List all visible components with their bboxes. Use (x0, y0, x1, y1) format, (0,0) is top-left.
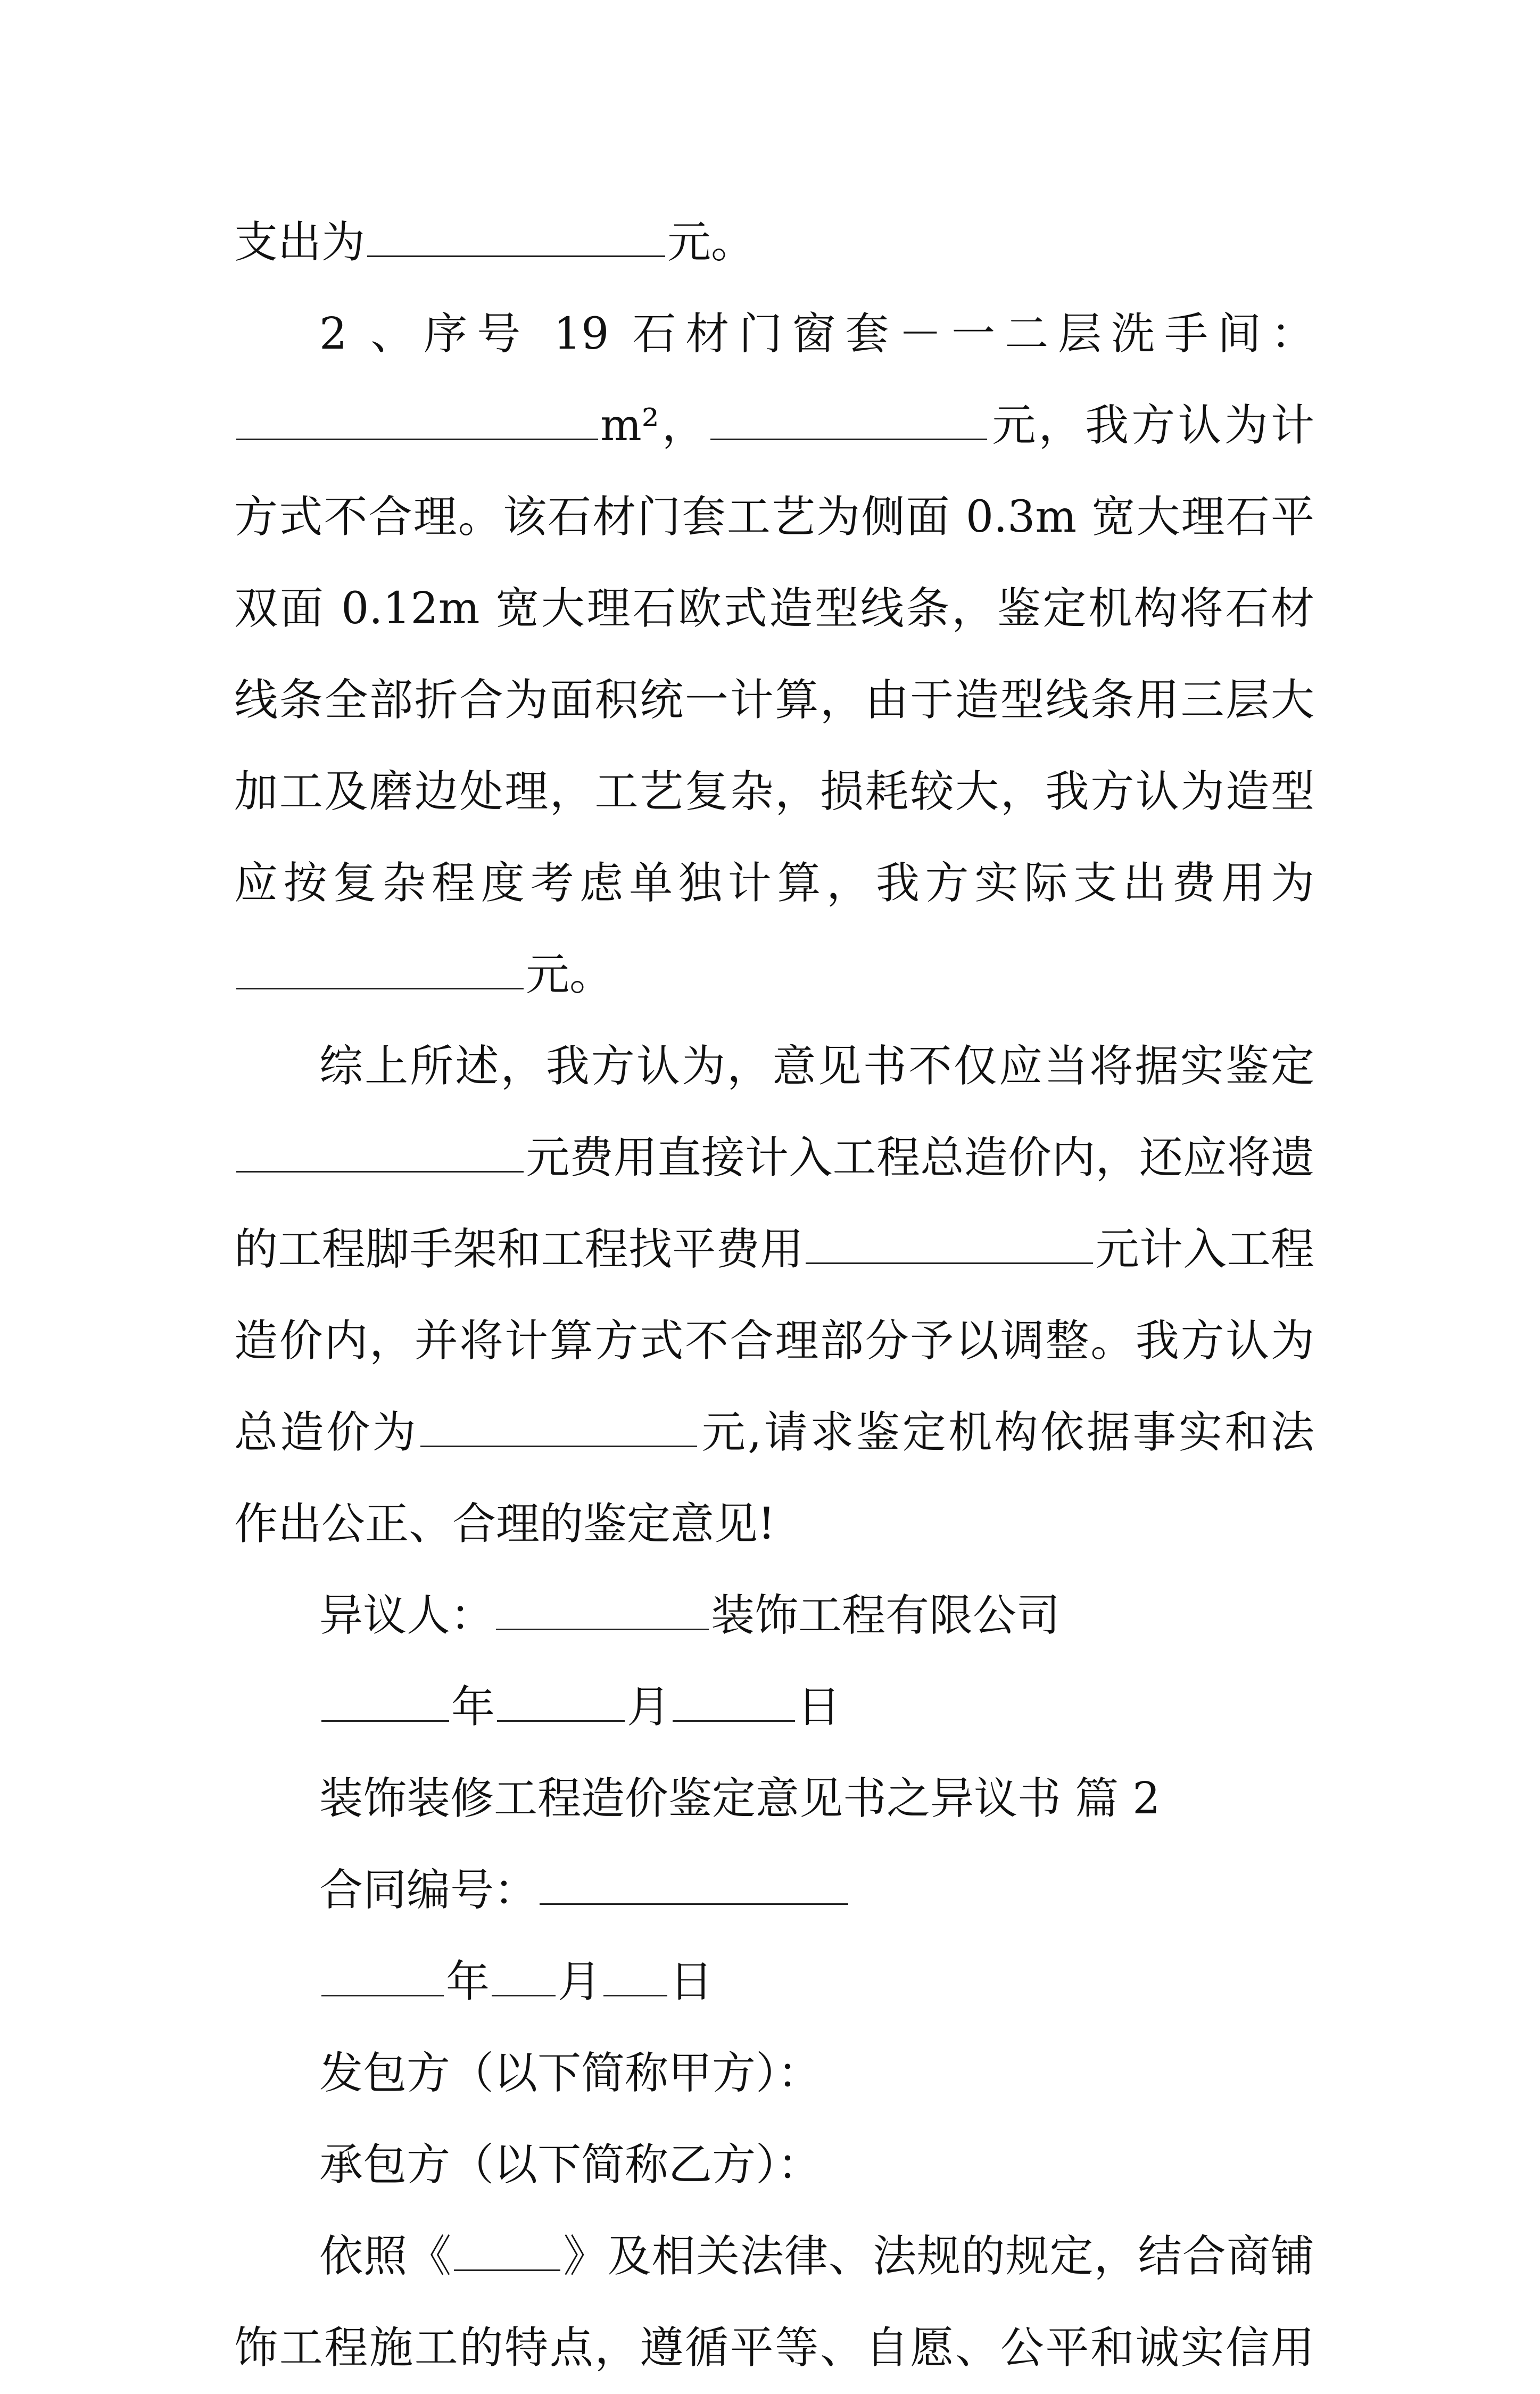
text-line (234, 197, 1314, 288)
text-line (234, 1387, 1314, 1479)
text-line (234, 472, 1314, 563)
text: 2 、序号 19 石材门窗套－一二层洗手间： (319, 309, 1314, 359)
fill-blank[interactable] (367, 224, 665, 257)
text: 依照《 (319, 2231, 452, 2282)
text: 支出为 (234, 217, 366, 268)
fill-blank[interactable] (420, 1414, 697, 1447)
fill-blank[interactable] (673, 1688, 795, 1722)
text: 综上所述，我方认为，意见书不仅应当将据实鉴定 (319, 1041, 1314, 1092)
text-line (234, 2211, 1314, 2302)
text-line (234, 838, 1314, 929)
date-line (234, 1662, 1314, 1753)
text: 元计入工程 (1095, 1224, 1314, 1275)
fill-blank[interactable] (603, 1963, 667, 1996)
text: 元。 (667, 217, 755, 268)
text: 月 (558, 1957, 602, 2007)
text-line (234, 1021, 1314, 1112)
fill-blank[interactable] (496, 1597, 709, 1630)
text: 》及相关法律、法规的规定，结合商铺 (562, 2231, 1314, 2282)
text: 装饰装修工程造价鉴定意见书之异议书 篇 2 (319, 1773, 1161, 1824)
text-line (234, 2302, 1314, 2394)
date-line (234, 1936, 1314, 2028)
text: 加工及磨边处理，工艺复杂，损耗较大，我方认为造型 (234, 766, 1314, 817)
fill-blank[interactable] (492, 1963, 556, 1996)
text: 造价内，并将计算方式不合理部分予以调整。我方认为 (234, 1316, 1314, 1366)
fill-blank[interactable] (454, 2238, 560, 2271)
fill-blank[interactable] (321, 1963, 444, 1996)
fill-blank[interactable] (236, 1139, 524, 1173)
text: 方式不合理。该石材门套工艺为侧面 0.3m 宽大理石平 (234, 492, 1314, 542)
text: 装饰工程有限公司 (711, 1590, 1061, 1641)
text-line (234, 929, 1314, 1021)
text: m²， (600, 400, 709, 451)
text: 发包方（以下简称甲方）： (319, 2048, 822, 2099)
text-line (234, 1479, 1314, 1570)
contract-number-line (234, 1845, 1314, 1936)
text: 承包方（以下简称乙方）： (319, 2140, 822, 2190)
text: 元。 (526, 950, 614, 1000)
text-line (234, 655, 1314, 746)
text: 合同编号： (319, 1865, 538, 1916)
text: 的工程脚手架和工程找平费用 (234, 1224, 804, 1275)
text-line (234, 1112, 1314, 1204)
text-line (234, 2119, 1314, 2211)
text: 异议人： (319, 1590, 494, 1641)
text: 年 (451, 1682, 495, 1732)
fill-blank[interactable] (806, 1231, 1093, 1264)
text: 总造价为 (234, 1407, 419, 1458)
fill-blank[interactable] (710, 407, 987, 440)
text: 元,请求鉴定机构依据事实和法 (699, 1407, 1314, 1458)
text-line (234, 1295, 1314, 1387)
fill-blank[interactable] (540, 1871, 848, 1905)
text-line (234, 288, 1314, 380)
text: 年 (446, 1957, 490, 2007)
text: 元，我方认为计 (989, 400, 1314, 451)
fill-blank[interactable] (321, 1688, 449, 1722)
text: 日 (669, 1957, 714, 2007)
text-line (234, 2028, 1314, 2119)
text: 月 (627, 1682, 671, 1732)
text-line (234, 746, 1314, 838)
section-title (234, 1753, 1314, 1845)
text-line (234, 1204, 1314, 1295)
text-line (234, 563, 1314, 655)
text-line (234, 380, 1314, 472)
text: 日 (797, 1682, 841, 1732)
text: 元费用直接计入工程总造价内，还应将遗 (526, 1133, 1314, 1183)
text: 双面 0.12m 宽大理石欧式造型线条，鉴定机构将石材 (234, 583, 1314, 634)
fill-blank[interactable] (236, 956, 524, 989)
text: 饰工程施工的特点，遵循平等、自愿、公平和诚实信用 (234, 2323, 1314, 2373)
fill-blank[interactable] (236, 407, 598, 440)
text: 应按复杂程度考虑单独计算，我方实际支出费用为 (234, 858, 1314, 909)
text: 线条全部折合为面积统一计算，由于造型线条用三层大 (234, 675, 1314, 725)
signer-line (234, 1570, 1314, 1662)
document-page (234, 197, 1314, 2394)
fill-blank[interactable] (497, 1688, 625, 1722)
text: 作出公正、合理的鉴定意见! (234, 1499, 775, 1549)
